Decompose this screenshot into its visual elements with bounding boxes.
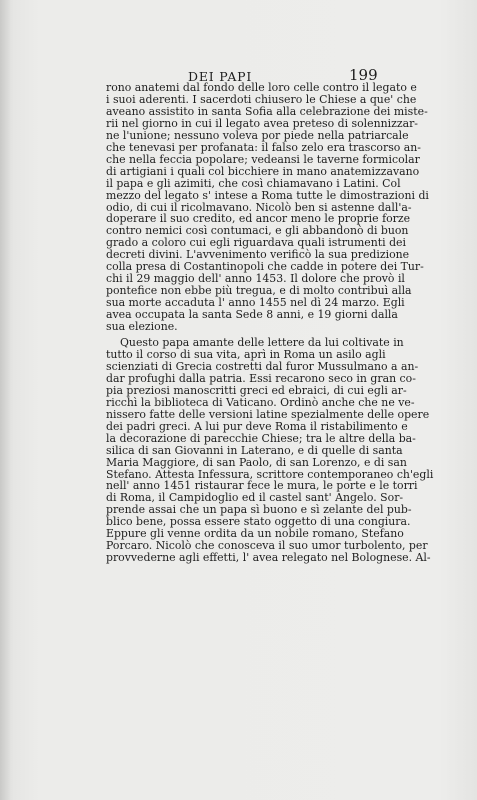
paragraph-2 xyxy=(106,336,434,565)
text-line: mezzo del legato s' intese a Roma tutte le dimostrazioni di xyxy=(106,188,429,202)
text-line: nissero fatte delle versioni latine spezialmente delle opere xyxy=(106,407,430,421)
text-line: scienziati di Grecia costretti dal furor Mussulmano a an- xyxy=(106,359,419,373)
page-gutter xyxy=(0,0,10,800)
text-line: rono anatemi dal fondo delle loro celle contro il legato e xyxy=(106,81,417,94)
text-line: di Roma, il Campidoglio ed il castel sant' Angelo. Sor- xyxy=(106,491,404,505)
text-line: sua morte accaduta l' anno 1455 nel dì 24 marzo. Egli xyxy=(106,296,405,310)
text-line: contro nemici così contumaci, e gli abbandonò di buon xyxy=(106,224,409,238)
text-line: la decorazione di parecchie Chiese; tra le altre della ba- xyxy=(106,431,416,445)
text-line: che tenevasi per profanata: il falso zelo era trascorso an- xyxy=(106,140,421,154)
text-line: Stefano. Attesta Infessura, scrittore contemporaneo ch'egli xyxy=(106,467,434,481)
text-line: blico bene, possa essere stato oggetto di una congiura. xyxy=(106,515,411,529)
text-line: tutto il corso di sua vita, aprì in Roma un asilo agli xyxy=(106,347,386,361)
running-title: DEI PAPI xyxy=(188,69,253,84)
text-line: nell' anno 1451 ristaurar fece le mura, le porte e le torri xyxy=(106,479,418,493)
text-line: rii nel giorno in cui il legato avea preteso di solennizzar- xyxy=(106,116,418,130)
text-line: ne l'unione; nessuno voleva por piede nella patriarcale xyxy=(106,128,409,142)
text-line: grado a coloro cui egli riguardava quali istrumenti dei xyxy=(106,236,406,250)
text-line: colla presa di Costantinopoli che cadde in potere dei Tur- xyxy=(106,260,424,274)
text-line: sua elezione. xyxy=(106,320,178,334)
text-line: Porcaro. Nicolò che conosceva il suo umor turbolento, per xyxy=(106,539,428,553)
paragraph-1 xyxy=(106,81,429,334)
text-line: dei padri greci. A lui pur deve Roma il ristabilimento e xyxy=(106,419,408,433)
text-line: di artigiani i quali col bicchiere in mano anatemizzavano xyxy=(106,164,420,178)
text-line: Eppure gli venne ordita da un nobile romano, Stefano xyxy=(106,527,404,541)
text-line: Questo papa amante delle lettere da lui coltivate in xyxy=(120,336,404,350)
text-line: dar profughi dalla patria. Essi recarono seco in gran co- xyxy=(106,371,416,385)
text-line: Maria Maggiore, di san Paolo, di san Lorenzo, e di san xyxy=(106,455,407,469)
page-number: 199 xyxy=(349,66,378,84)
text-line: i suoi aderenti. I sacerdoti chiusero le Chiese a que' che xyxy=(106,92,417,106)
text-line: odio, di cui il ricolmavano. Nicolò ben si astenne dall'a- xyxy=(106,200,412,214)
text-line: aveano assistito in santa Sofia alla celebrazione dei miste- xyxy=(106,104,428,118)
text-line: doperare il suo credito, ed ancor meno le proprie forze xyxy=(106,212,411,226)
text-line: pontefice non ebbe più tregua, e di molto contribuì alla xyxy=(106,284,412,298)
body-text xyxy=(106,81,434,565)
text-line: decreti divini. L'avvenimento verificò la sua predizione xyxy=(106,248,410,262)
text-line: prende assai che un papa sì buono e sì zelante del pub- xyxy=(106,503,412,517)
text-line: ricchì la biblioteca di Vaticano. Ordinò anche che ne ve- xyxy=(106,395,415,409)
text-line: avea occupata la santa Sede 8 anni, e 19 giorni dalla xyxy=(106,308,398,322)
text-line: il papa e gli azimiti, che così chiamavano i Latini. Col xyxy=(106,176,401,190)
text-line: pia preziosi manoscritti greci ed ebraici, di cui egli ar- xyxy=(106,383,407,397)
text-line: silica di san Giovanni in Laterano, e di quelle di santa xyxy=(106,443,403,457)
text-line: provvederne agli effetti, l' avea relegato nel Bolognese. Al- xyxy=(106,551,431,565)
text-line: chi il 29 maggio dell' anno 1453. Il dolore che provò il xyxy=(106,272,405,286)
text-line: che nella feccia popolare; vedeansi le taverne formicolar xyxy=(106,152,420,166)
